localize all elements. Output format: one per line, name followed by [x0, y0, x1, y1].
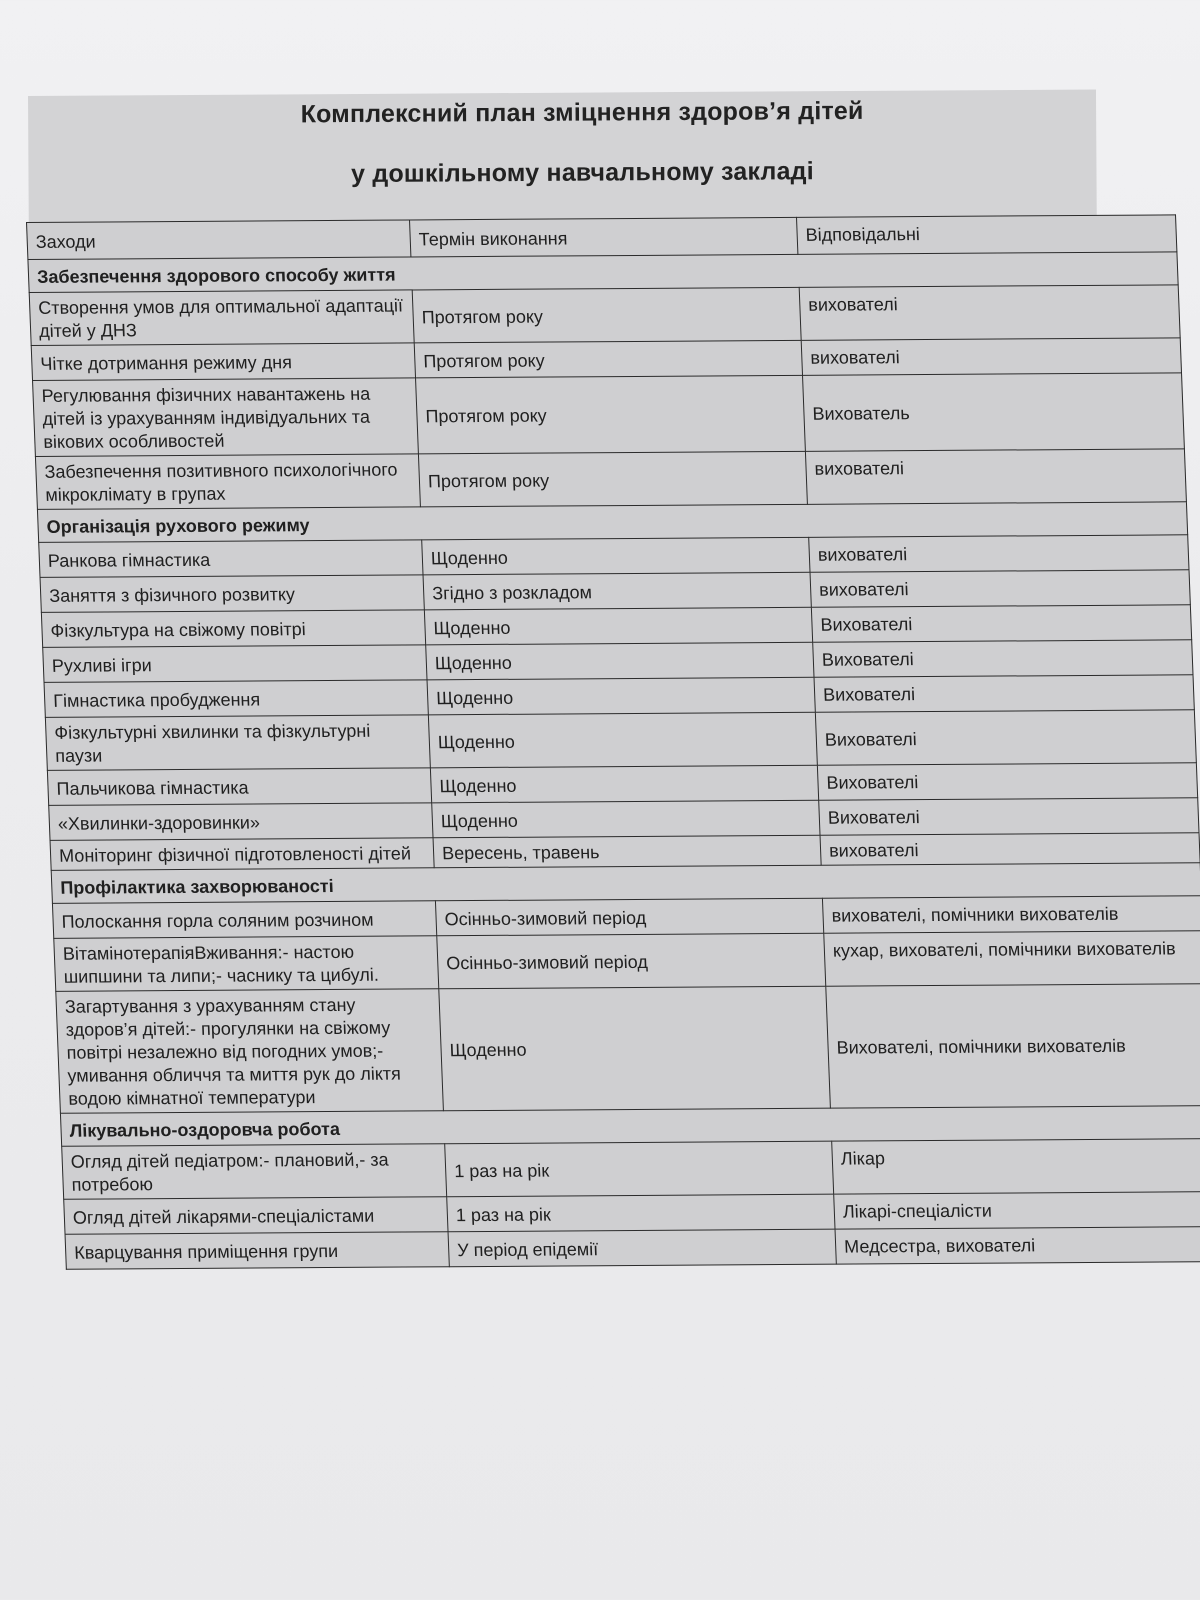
measure-cell: Створення умов для оптимальної адаптації дітей у ДНЗ — [29, 290, 414, 346]
measure-cell: Рухливі ігри — [43, 645, 427, 683]
responsible-cell: вихователі — [799, 285, 1180, 341]
measure-cell: Регулювання фізичних навантажень на дітей із урахуванням індивідуальних та вікових особливостей — [33, 378, 419, 457]
measure-cell: Ранкова гімнастика — [39, 540, 423, 578]
section-title: Організація рухового режиму — [37, 502, 1187, 543]
term-cell: Щоденно — [428, 712, 817, 768]
table-row — [56, 984, 1200, 1114]
measure-cell: Огляд дітей педіатром:- плановий,- за потребою — [62, 1144, 447, 1200]
responsible-cell: Лікар — [832, 1139, 1200, 1195]
health-plan-sheet — [26, 214, 1200, 1269]
section-title: Забезпечення здорового способу життя — [28, 252, 1178, 293]
measure-cell: Фізкультура на свіжому повітрі — [41, 610, 425, 648]
term-cell: Щоденно — [424, 607, 812, 645]
measure-cell: «Хвилинки-здоровинки» — [49, 803, 433, 841]
responsible-cell: вихователі — [801, 338, 1181, 376]
health-plan-table — [26, 214, 1200, 1269]
term-cell: Осінньо-зимовий період — [435, 898, 823, 936]
term-cell: Щоденно — [426, 642, 814, 680]
responsible-cell: Вихователі — [815, 710, 1196, 766]
health-plan-table-body — [27, 215, 1200, 1269]
term-cell: У період епідемії — [448, 1229, 836, 1267]
table-row — [65, 1227, 1200, 1270]
measure-cell: ВітамінотерапіяВживання:- настою шипшини та липи;- часнику та цибулі. — [54, 936, 439, 992]
document-title-block — [28, 89, 1097, 226]
document-title-line-2: у дошкільному навчальному закладі — [351, 157, 814, 189]
measure-cell: Моніторинг фізичної підготовленості дітей — [50, 838, 434, 871]
table-row — [29, 285, 1180, 346]
term-cell: Щоденно — [430, 765, 818, 803]
measure-cell: Полоскання горла соляним розчином — [52, 901, 436, 939]
responsible-cell: Вихователі — [819, 798, 1199, 836]
measure-cell: Кварцування приміщення групи — [65, 1232, 449, 1270]
table-row — [62, 1139, 1200, 1200]
term-cell: 1 раз на рік — [447, 1194, 835, 1232]
measure-cell: Загартування з урахуванням стану здоров’я дітей:- прогулянки на свіжому повітрі незалежно від погодних умов;- умивання обличчя та миття рук до ліктя водою кімнатної температури — [56, 989, 444, 1114]
measure-cell: Заняття з фізичного розвитку — [40, 575, 424, 613]
responsible-cell: вихователі — [809, 535, 1189, 573]
column-header-term: Термін виконання — [410, 217, 798, 257]
table-row — [33, 373, 1185, 457]
term-cell: Протягом року — [414, 340, 802, 378]
responsible-cell: Вихователі, помічники вихователів — [826, 984, 1200, 1108]
term-cell: Щоденно — [427, 677, 815, 715]
table-row — [45, 710, 1196, 771]
term-cell: Згідно з розкладом — [423, 572, 811, 610]
responsible-cell: вихователі — [810, 570, 1190, 608]
measure-cell: Пальчикова гімнастика — [47, 768, 431, 806]
responsible-cell: Вихователі — [811, 605, 1191, 643]
term-cell: Протягом року — [412, 287, 801, 343]
term-cell: Протягом року — [416, 375, 806, 454]
table-row — [35, 449, 1186, 510]
responsible-cell: кухар, вихователі, помічники вихователів — [824, 931, 1200, 987]
term-cell: Щоденно — [422, 537, 810, 575]
responsible-cell: Вихователі — [817, 763, 1197, 801]
table-row — [54, 931, 1200, 992]
term-cell: Протягом року — [418, 451, 807, 507]
term-cell: Щоденно — [439, 986, 831, 1111]
term-cell: 1 раз на рік — [445, 1141, 834, 1197]
responsible-cell: вихователі — [820, 833, 1200, 866]
term-cell: Вересень, травень — [433, 835, 821, 868]
document-title-line-1: Комплексний план зміцнення здоров’я дітей — [300, 96, 864, 129]
responsible-cell: вихователі, помічники вихователів — [822, 896, 1200, 934]
measure-cell: Фізкультурні хвилинки та фізкультурні паузи — [45, 715, 430, 771]
term-cell: Осінньо-зимовий період — [437, 933, 826, 989]
responsible-cell: Лікарі-спеціалісти — [834, 1192, 1200, 1230]
measure-cell: Гімнастика пробудження — [44, 680, 428, 718]
measure-cell: Чітке дотримання режиму дня — [31, 343, 415, 381]
column-header-responsible: Відповідальні — [797, 215, 1177, 255]
responsible-cell: Медсестра, вихователі — [835, 1227, 1200, 1265]
responsible-cell: Вихователі — [814, 675, 1194, 713]
responsible-cell: Вихователі — [813, 640, 1193, 678]
term-cell: Щоденно — [432, 800, 820, 838]
measure-cell: Забезпечення позитивного психологічного мікроклімату в групах — [35, 454, 420, 510]
responsible-cell: Вихователь — [803, 373, 1185, 451]
responsible-cell: вихователі — [805, 449, 1186, 505]
measure-cell: Огляд дітей лікарями-спеціалістами — [64, 1197, 448, 1235]
section-title: Профілактика захворюваності — [51, 863, 1200, 904]
section-title: Лікувально-оздоровча робота — [60, 1106, 1200, 1147]
column-header-measures: Заходи — [27, 220, 411, 260]
